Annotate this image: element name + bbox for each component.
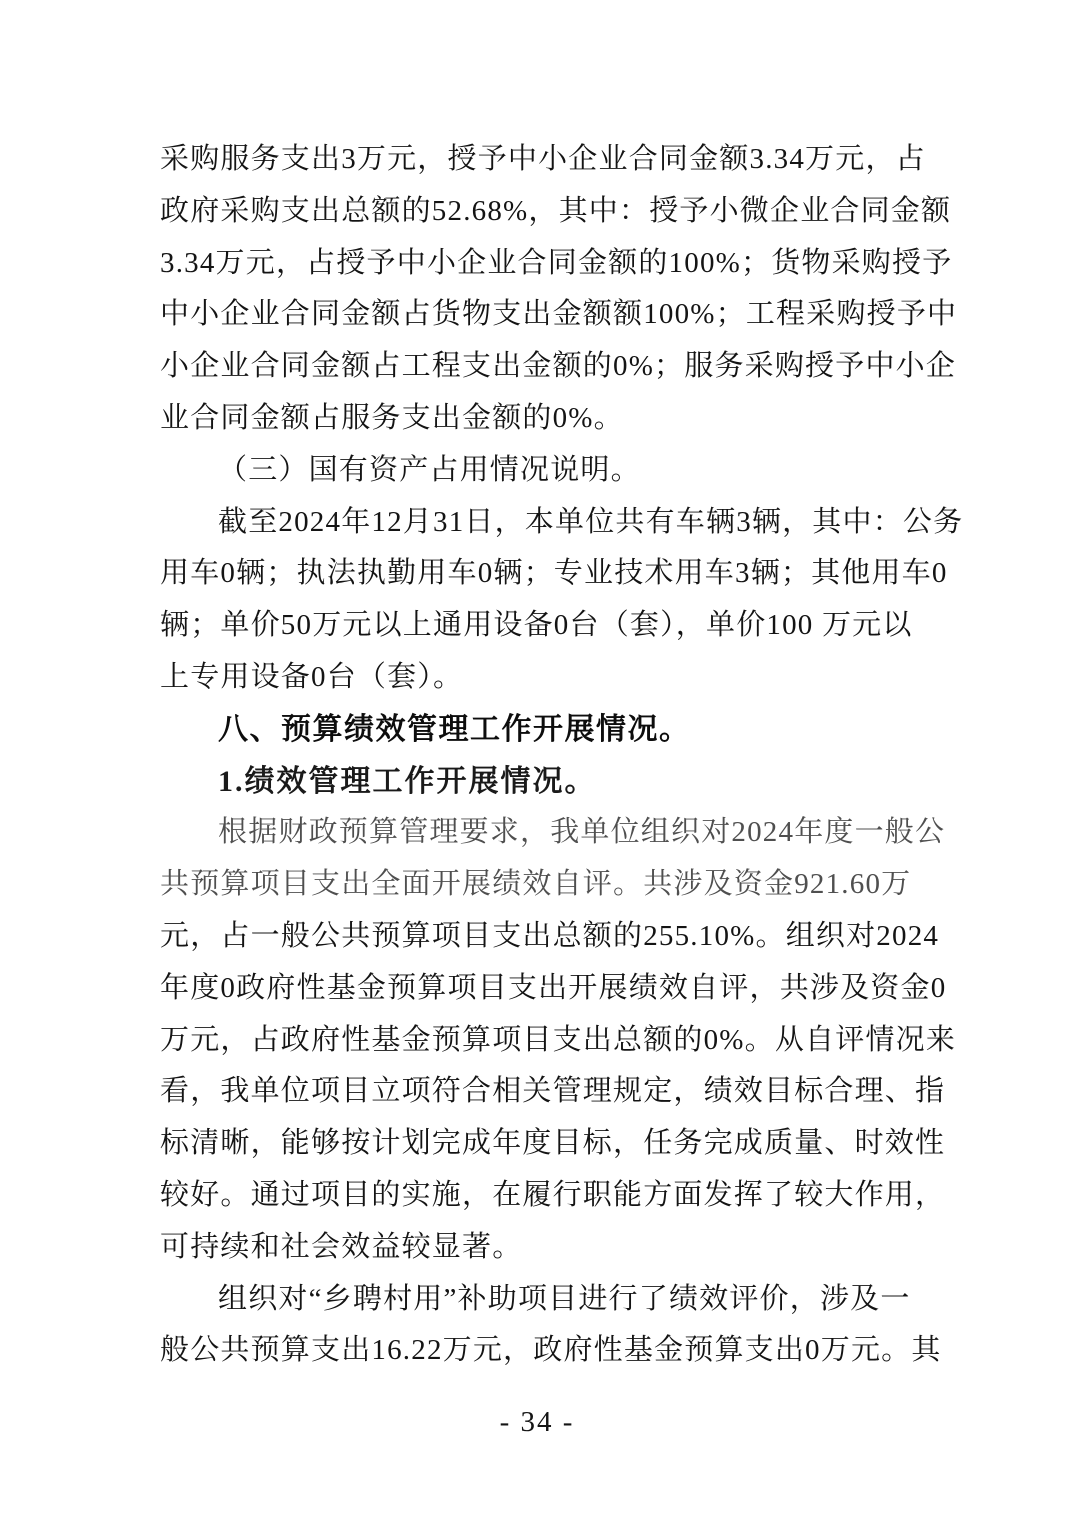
text-line: 辆；单价50万元以上通用设备0台（套），单价100 万元以 bbox=[160, 609, 913, 642]
text-line: 中小企业合同金额占货物支出金额额100%；工程采购授予中 bbox=[160, 298, 958, 331]
text-line: 万元，占政府性基金预算项目支出总额的0%。从自评情况来 bbox=[160, 1023, 957, 1056]
text-line: 较好。通过项目的实施，在履行职能方面发挥了较大作用， bbox=[160, 1178, 946, 1211]
text-line: 用车0辆；执法执勤用车0辆；专业技术用车3辆；其他用车0 bbox=[160, 557, 948, 590]
text-line: 截至2024年12月31日，本单位共有车辆3辆，其中：公务 bbox=[218, 505, 964, 538]
text-block bbox=[160, 134, 964, 1377]
text-line: 看，我单位项目立项符合相关管理规定，绩效目标合理、指 bbox=[160, 1075, 946, 1108]
text-line: 根据财政预算管理要求，我单位组织对2024年度一般公 bbox=[218, 816, 946, 849]
text-line: 标清晰，能够按计划完成年度目标，任务完成质量、时效性 bbox=[160, 1127, 946, 1160]
text-line: 可持续和社会效益较显著。 bbox=[160, 1230, 523, 1263]
text-line: 般公共预算支出16.22万元，政府性基金预算支出0万元。其 bbox=[160, 1334, 942, 1367]
text-line: 业合同金额占服务支出金额的0%。 bbox=[160, 401, 624, 434]
text-line: 组织对“乡聘村用”补助项目进行了绩效评价，涉及一 bbox=[218, 1282, 911, 1315]
subsection-heading: 1.绩效管理工作开展情况。 bbox=[218, 764, 597, 798]
text-line: 小企业合同金额占工程支出金额的0%；服务采购授予中小企 bbox=[160, 350, 957, 383]
text-line: 共预算项目支出全面开展绩效自评。共涉及资金921.60万 bbox=[160, 868, 912, 901]
subsection-title: （三）国有资产占用情况说明。 bbox=[218, 453, 641, 486]
text-line: 年度0政府性基金预算项目支出开展绩效自评，共涉及资金0 bbox=[160, 971, 947, 1004]
text-line: 元，占一般公共预算项目支出总额的255.10%。组织对2024 bbox=[160, 919, 940, 952]
text-line: 采购服务支出3万元，授予中小企业合同金额3.34万元，占 bbox=[160, 143, 926, 175]
section-heading: 八、预算绩效管理工作开展情况。 bbox=[218, 712, 691, 746]
text-line: 政府采购支出总额的52.68%，其中：授予小微企业合同金额 bbox=[160, 194, 952, 227]
page-number: - 34 - bbox=[499, 1406, 575, 1438]
text-line: 3.34万元，占授予中小企业合同金额的100%；货物采购授予 bbox=[160, 246, 953, 279]
text-line: 上专用设备0台（套）。 bbox=[160, 660, 464, 693]
